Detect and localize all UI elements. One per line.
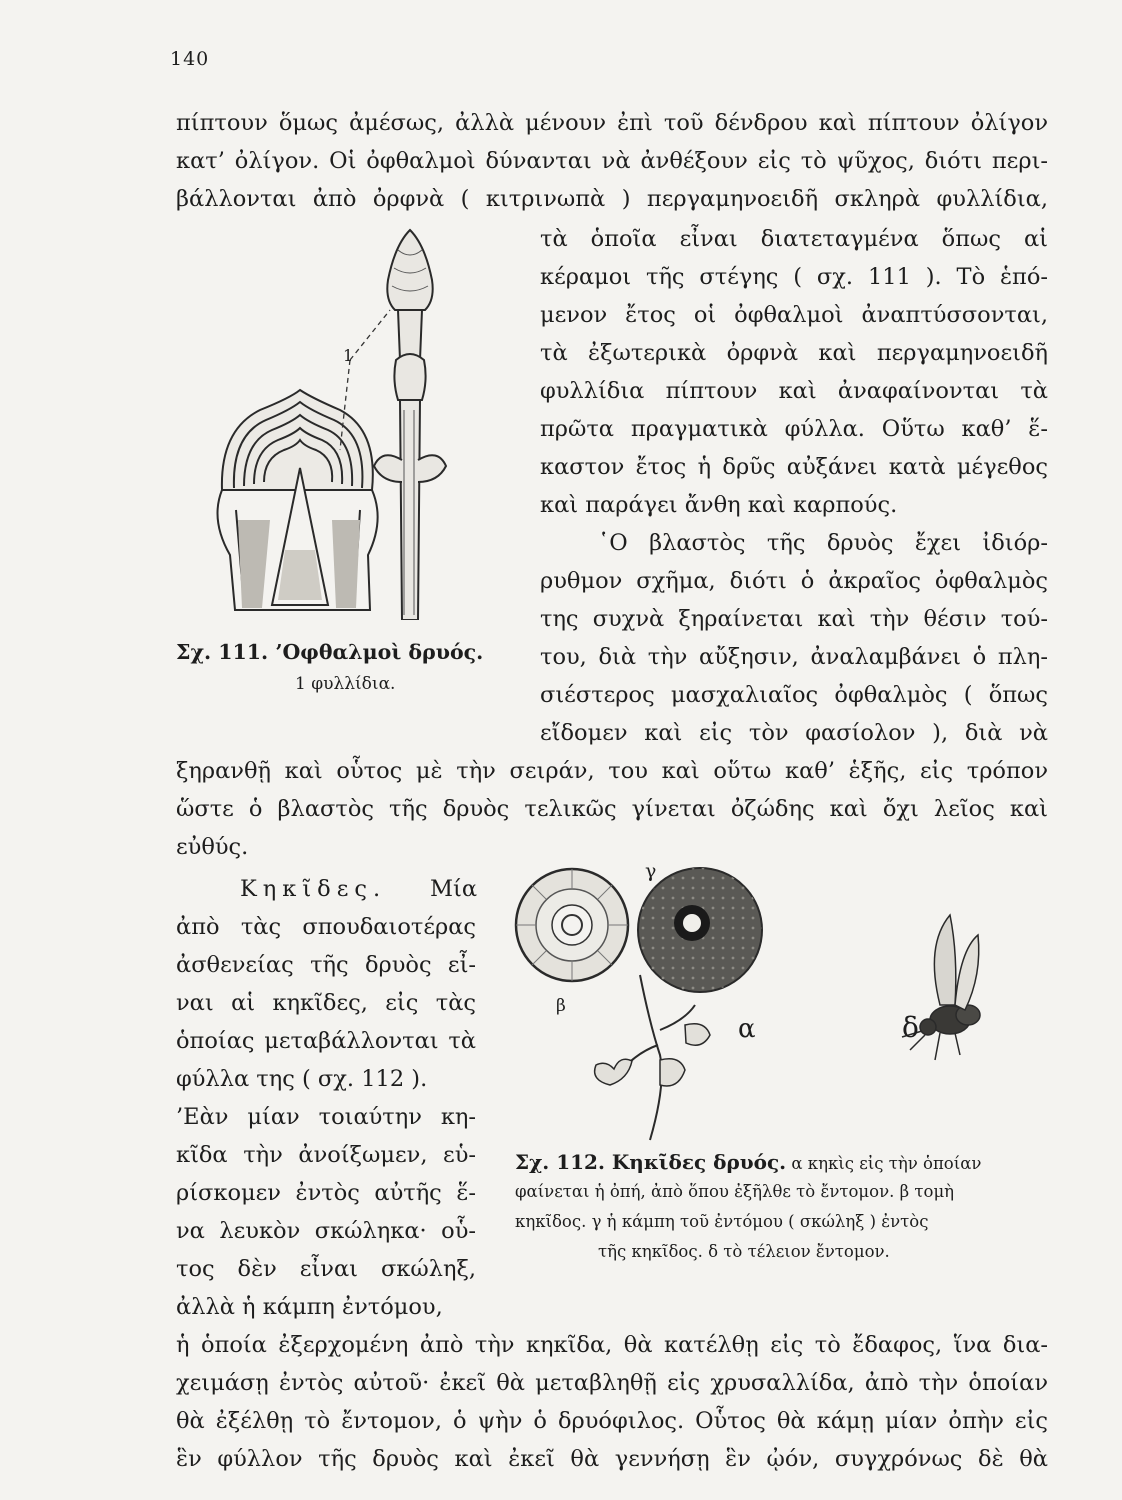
text-line: πίπτουν ὅμως ἀμέσως, ἀλλὰ μένουν ἐπὶ τοῦ δένδρου καὶ πίπτουν ὀλίγον (176, 110, 1048, 136)
text-line: ἀπὸ τὰς σπουδαιοτέρας (176, 914, 476, 940)
figure-111-subcaption: 1 φυλλίδια. (295, 674, 396, 694)
text-line: καὶ παράγει ἄνθη καὶ καρπούς. (540, 492, 898, 518)
text-line: καστον ἔτος ἡ δρῦς αὐξάνει κατὰ μέγεθος (540, 454, 1048, 480)
text-line: μενον ἔτος οἱ ὀφθαλμοὶ ἀναπτύσσονται, (540, 302, 1048, 328)
figure-112-label-delta: δ (902, 1011, 919, 1044)
text-line: ἡ ὁποία ἐξερχομένη ἀπὸ τὴν κηκῖδα, θὰ κατέλθῃ εἰς τὸ ἔδαφος, ἵνα δια- (176, 1332, 1048, 1358)
text-line: κέραμοι τῆς στέγης ( σχ. 111 ). Τὸ ἑπό- (540, 264, 1048, 290)
figure-112-caption-line: τῆς κηκῖδος. δ τὸ τέλειον ἔντομον. (598, 1242, 890, 1261)
text-line: ρυθμον σχῆμα, διότι ὁ ἀκραῖος ὀφθαλμὸς (540, 568, 1048, 594)
figure-112-label-alpha: α (738, 1014, 756, 1044)
text-line: του, διὰ τὴν αὔξησιν, ἀναλαμβάνει ὁ πλη- (540, 644, 1048, 670)
text-line: εἴδομεν καὶ εἰς τὸν φασίολον ), διὰ νὰ (540, 720, 1048, 746)
figure-112-caption-line: κηκῖδος. γ ἡ κάμπη τοῦ ἐντόμου ( σκώληξ ) ἐντὸς (515, 1212, 929, 1231)
text-line: βάλλονται ἀπὸ ὀρφνὰ ( κιτρινωπὰ ) περγαμηνοειδῆ σκληρὰ φυλλίδια, (176, 186, 1048, 212)
text-line: φυλλίδια πίπτουν καὶ ἀναφαίνονται τὰ (540, 378, 1048, 404)
text-line: Μία (430, 876, 478, 902)
figure-112-caption-text: α κηκὶς εἰς τὴν ὁποίαν (791, 1154, 982, 1173)
text-line: ναι αἱ κηκῖδες, εἰς τὰς (176, 990, 476, 1016)
text-line: ἓν φύλλον τῆς δρυὸς καὶ ἐκεῖ θὰ γεννήσῃ ἓν ᾠόν, συγχρόνως δὲ θὰ (176, 1446, 1048, 1472)
text-line: σιέστερος μασχαλιαῖος ὀφθαλμὸς ( ὅπως (540, 682, 1048, 708)
figure-112-label-beta: β (556, 996, 566, 1016)
text-line: ξηρανθῇ καὶ οὗτος μὲ τὴν σειράν, του καὶ οὕτω καθ’ ἑξῆς, εἰς τρόπον (176, 758, 1048, 784)
text-line: ἀσθενείας τῆς δρυὸς εἶ- (176, 952, 476, 978)
text-line: τος δὲν εἶναι σκώληξ, (176, 1256, 476, 1282)
section-heading (240, 878, 386, 901)
text-line: ἀλλὰ ἡ κάμπη ἐντόμου, (176, 1294, 443, 1320)
section-heading-text: Κηκῖδες. (240, 876, 387, 902)
figure-112-caption-line (515, 1150, 981, 1174)
text-line: ὥστε ὁ βλαστὸς τῆς δρυὸς τελικῶς γίνεται ὀζώδης καὶ ὄχι λεῖος καὶ (176, 796, 1048, 822)
text-line: ρίσκομεν ἐντὸς αὐτῆς ἕ- (176, 1180, 476, 1206)
text-line: θὰ ἐξέλθῃ τὸ ἔντομον, ὁ ψὴν ὁ δρυόφιλος. Οὗτος θὰ κάμῃ μίαν ὀπὴν εἰς (176, 1408, 1048, 1434)
text-line: ῾Ο βλαστὸς τῆς δρυὸς ἔχει ἰδιόρ- (598, 530, 1048, 556)
text-line: ’Εὰν μίαν τοιαύτην κη- (176, 1104, 476, 1130)
text-line: ὁποίας μεταβάλλονται τὰ (176, 1028, 476, 1054)
text-line: φύλλα της ( σχ. 112 ). (176, 1066, 428, 1092)
text-line: τὰ ἐξωτερικὰ ὀρφνὰ καὶ περγαμηνοειδῆ (540, 340, 1048, 366)
text-line: να λευκὸν σκώληκα· οὗ- (176, 1218, 476, 1244)
figure-112-illustration (510, 855, 1010, 1145)
text-line: χειμάσῃ ἐντὸς αὐτοῦ· ἐκεῖ θὰ μεταβληθῇ εἰς χρυσαλλίδα, ἀπὸ τὴν ὁποίαν (176, 1370, 1048, 1396)
text-line: πρῶτα πραγματικὰ φύλλα. Οὕτω καθ’ ἕ- (540, 416, 1048, 442)
text-line: κῖδα τὴν ἀνοίξωμεν, εὑ- (176, 1142, 476, 1168)
figure-111-illustration (200, 220, 480, 620)
figure-111-caption: Σχ. 111. ’Οφθαλμοὶ δρυός. (176, 640, 484, 664)
figure-112-caption-title: Σχ. 112. Κηκῖδες δρυός. (515, 1150, 787, 1174)
figure-112-caption-line: φαίνεται ἡ ὀπή, ἀπὸ ὅπου ἐξῆλθε τὸ ἔντομον. β τομὴ (515, 1182, 955, 1201)
text-line: της συχνὰ ξηραίνεται καὶ τὴν θέσιν τού- (540, 606, 1048, 632)
page-number: 140 (170, 48, 210, 70)
text-line: κατ’ ὀλίγον. Οἱ ὀφθαλμοὶ δύνανται νὰ ἀνθέξουν εἰς τὸ ψῦχος, διότι περι- (176, 148, 1048, 174)
text-line: τὰ ὁποῖα εἶναι διατεταγμένα ὅπως αἱ (540, 226, 1048, 252)
figure-111-label: 1 (343, 346, 354, 365)
figure-112-label-gamma: γ (645, 860, 657, 882)
text-line: εὐθύς. (176, 834, 249, 860)
